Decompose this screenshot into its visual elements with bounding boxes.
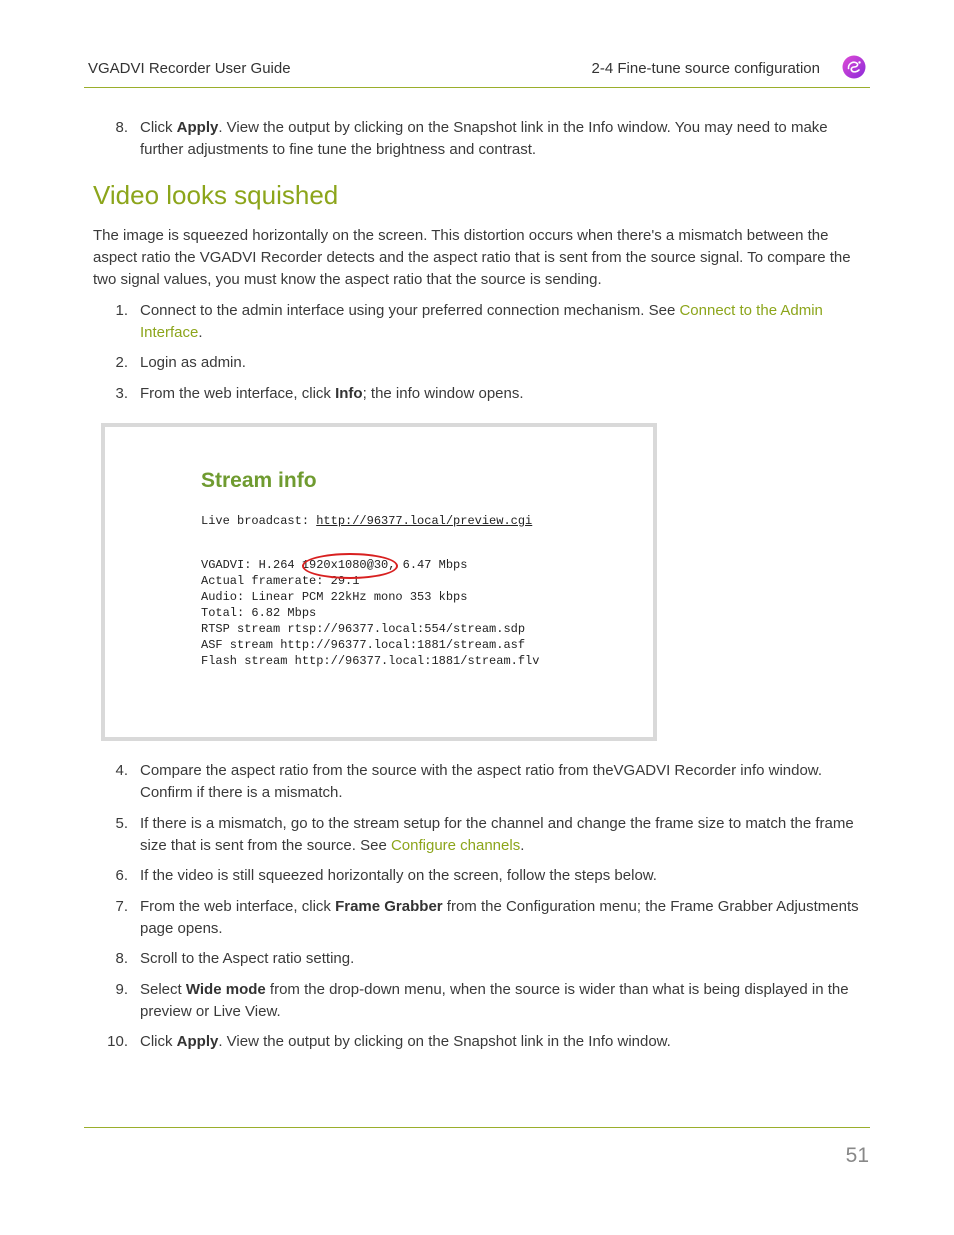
page-number: 51 xyxy=(845,1144,869,1167)
list-item: 10. Click Apply. View the output by clicking on the Snapshot link in the Info window. xyxy=(107,1033,671,1050)
footer-divider xyxy=(84,1127,870,1128)
resolution-highlight-circle xyxy=(302,553,398,579)
flash-line: Flash stream http://96377.local:1881/stream.flv xyxy=(201,654,540,668)
list-number: 8. xyxy=(115,119,128,136)
asf-line: ASF stream http://96377.local:1881/stream.asf xyxy=(201,638,526,652)
total-line: Total: 6.82 Mbps xyxy=(201,606,317,620)
preview-link[interactable]: http://96377.local/preview.cgi xyxy=(316,514,533,528)
list-item: 3. From the web interface, click Info; the info window opens. xyxy=(115,385,524,402)
list-item: 8. Scroll to the Aspect ratio setting. xyxy=(115,950,355,967)
list-item: 7. From the web interface, click Frame Grabber from the Configuration menu; the Frame Grabber Adjustments page opens. xyxy=(115,898,859,937)
intro-paragraph: The image is squeezed horizontally on the screen. This distortion occurs when there's a mismatch between the aspect ratio the VGADVI Recorder detects and the aspect ratio that is sent from the source signal. To compare the two signal values, you must know the aspect ratio that the source is sending. xyxy=(93,227,851,288)
framerate-line: Actual framerate: 29.1 xyxy=(201,574,360,588)
list-item: 6. If the video is still squeezed horizontally on the screen, follow the steps below. xyxy=(115,867,657,884)
audio-line: Audio: Linear PCM 22kHz mono 353 kbps xyxy=(201,590,468,604)
connect-admin-link[interactable]: Connect to the Admin Interface xyxy=(140,302,823,341)
list-item: 4. Compare the aspect ratio from the source with the aspect ratio from theVGADVI Recorder info window. Confirm if there is a mismatch. xyxy=(115,762,822,801)
stream-info-screenshot xyxy=(101,423,657,741)
list-item: 1. Connect to the admin interface using your preferred connection mechanism. See Connect to the Admin Interface. xyxy=(115,302,823,341)
vgadvi-line: VGADVI: H.264 1920x1080@30, 6.47 Mbps xyxy=(201,558,468,572)
configure-channels-link[interactable]: Configure channels xyxy=(390,837,521,854)
list-item: 2. Login as admin. xyxy=(115,354,246,371)
header-divider xyxy=(84,87,870,88)
document-title: VGADVI Recorder User Guide xyxy=(88,60,291,77)
section-title: 2-4 Fine-tune source configuration xyxy=(591,60,820,77)
epiphan-logo-icon xyxy=(842,55,866,79)
list-item: 9. Select Wide mode from the drop-down menu, when the source is wider than what is being displayed in the preview or Live View. xyxy=(115,981,849,1020)
live-broadcast-line: Live broadcast: http://96377.local/preview.cgi xyxy=(201,514,533,528)
list-item: 8. Click Apply. View the output by clicking on the Snapshot link in the Info window. You may need to make further adjustments to fine tune the brightness and contrast. xyxy=(140,117,860,161)
stream-info-title: Stream info xyxy=(201,469,317,492)
list-item: 5. If there is a mismatch, go to the stream setup for the channel and change the frame size to match the frame size that is sent from the source. See Configure channels. xyxy=(115,815,854,854)
rtsp-line: RTSP stream rtsp://96377.local:554/stream.sdp xyxy=(201,622,526,636)
section-heading: Video looks squished xyxy=(93,180,339,210)
